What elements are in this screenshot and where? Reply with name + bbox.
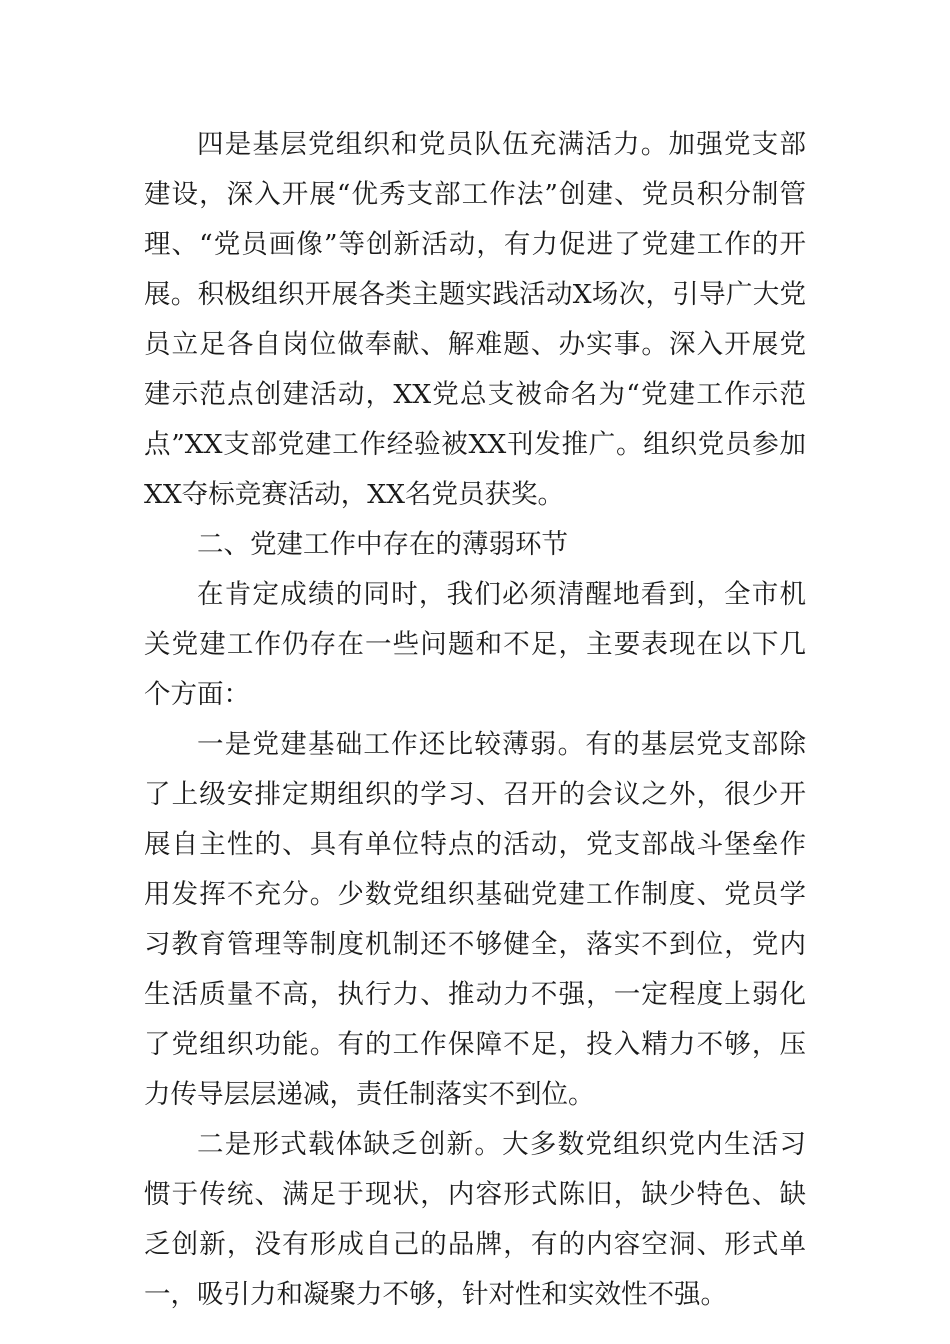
paragraph-lack-innovation: 二是形式载体缺乏创新。大多数党组织党内生活习惯于传统、满足于现状，内容形式陈旧，缺少特色、缺乏创新，没有形成自己的品牌，有的内容空洞、形式单一，吸引力和凝聚力不够，针对性和实效性不强。: [144, 1129, 806, 1310]
paragraph-foundation-weak: 一是党建基础工作还比较薄弱。有的基层党支部除了上级安排定期组织的学习、召开的会议之外，很少开展自主性的、具有单位特点的活动，党支部战斗堡垒作用发挥不充分。少数党组织基础党建工作制度、党员学习教育管理等制度机制还不够健全，落实不到位，党内生活质量不高，执行力、推动力不强，一定程度上弱化了党组织功能。有的工作保障不足，投入精力不够，压力传导层层递减，责任制落实不到位。: [144, 729, 806, 1110]
section-heading-weak-links: 二、党建工作中存在的薄弱环节: [197, 529, 568, 560]
paragraph-grassroots-vitality: 四是基层党组织和党员队伍充满活力。加强党支部建设，深入开展“优秀支部工作法”创建、党员积分制管理、“党员画像”等创新活动，有力促进了党建工作的开展。积极组织开展各类主题实践活动X场次，引导广大党员立足各自岗位做奉献、解难题、办实事。深入开展党建示范点创建活动，XX党总支被命名为“党建工作示范点”XX支部党建工作经验被XX刊发推广。组织党员参加XX夺标竞赛活动，XX名党员获奖。: [144, 129, 806, 510]
paragraph-intro-problems: 在肯定成绩的同时，我们必须清醒地看到，全市机关党建工作仍存在一些问题和不足，主要表现在以下几个方面：: [144, 579, 806, 710]
document-body: [144, 120, 806, 1320]
